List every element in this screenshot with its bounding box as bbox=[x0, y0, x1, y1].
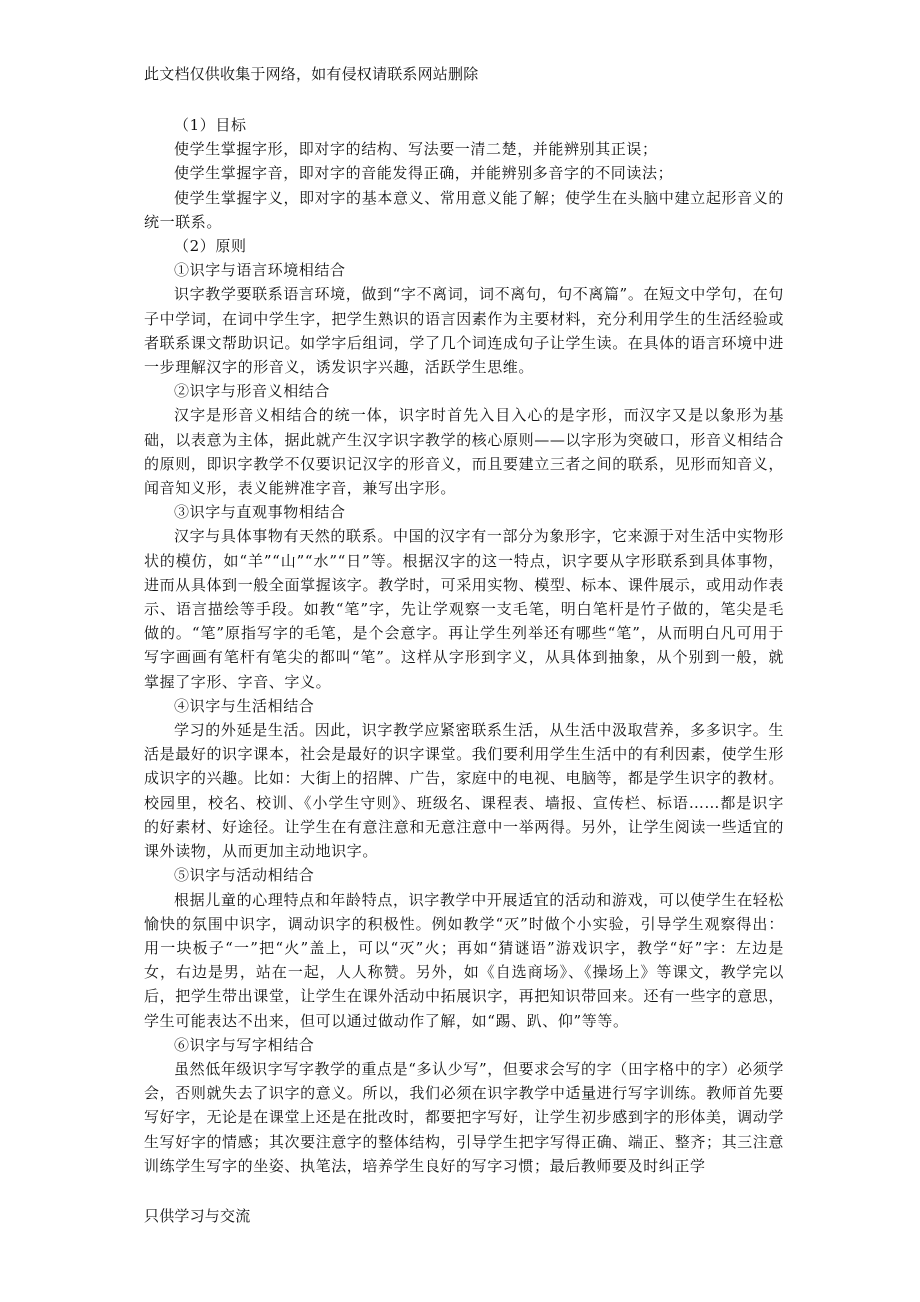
paragraph: 根据儿童的心理特点和年龄特点，识字教学中开展适宜的活动和游戏，可以使学生在轻松愉快的氛围中识字，调动识字的积极性。例如教学“灭”时做个小实验，引导学生观察得出：用一块板子“一”把“火”盖上，可以“灭”火；再如“猜谜语”游戏识字，教学“好”字：左边是女，右边是男，站在一起，人人称赞。另外，如《自选商场》、《操场上》等课文，教学完以后，把学生带出课堂，让学生在课外活动中拓展识字，再把知识带回来。还有一些字的意思，学生可能表达不出来，但可以通过做动作了解，如“踢、趴、仰”等等。 bbox=[144, 890, 784, 1030]
principle-heading: ②识字与形音义相结合 bbox=[174, 382, 331, 401]
paragraph: 汉字是形音义相结合的统一体，识字时首先入目入心的是字形，而汉字又是以象形为基础，以表意为主体，据此就产生汉字识字教学的核心原则——以字形为突破口，形音义相结合的原则，即识字教学不仅要识记汉字的形音义，而且要建立三者之间的联系，见形而知音义，闻音知义形，表义能辨准字音，兼写出字形。 bbox=[144, 406, 784, 498]
paragraph: 使学生掌握字义，即对字的基本意义、常用意义能了解；使学生在头脑中建立起形音义的统一联系。 bbox=[144, 188, 784, 231]
document-body bbox=[144, 113, 784, 1178]
principle-heading: ③识字与直观事物相结合 bbox=[174, 503, 346, 522]
page-footer-notice: 只供学习与交流 bbox=[144, 1207, 251, 1225]
principle-heading: ④识字与生活相结合 bbox=[174, 696, 315, 715]
principle-heading: ⑤识字与活动相结合 bbox=[174, 866, 315, 885]
paragraph: 识字教学要联系语言环境，做到“字不离词，词不离句，句不离篇”。在短文中学句，在句子中学词，在词中学生字，把学生熟识的语言因素作为主要材料，充分利用学生的生活经验或者联系课文帮助识记。如学字后组词，学了几个词连成句子让学生读。在具体的语言环境中进一步理解汉字的形音义，诱发识字兴趣，活跃学生思维。 bbox=[144, 285, 784, 377]
paragraph: 使学生掌握字音，即对字的音能发得正确，并能辨别多音字的不同读法； bbox=[174, 164, 674, 183]
paragraph: 汉字与具体事物有天然的联系。中国的汉字有一部分为象形字，它来源于对生活中实物形状的模仿，如“羊”“山”“水”“日”等。根据汉字的这一特点，识字要从字形联系到具体事物，进而从具体到一般全面掌握该字。教学时，可采用实物、模型、标本、课件展示，或用动作表示、语言描绘等手段。如教“笔”字，先让学观察一支毛笔，明白笔杆是竹子做的，笔尖是毛做的。“笔”原指写字的毛笔，是个会意字。再让学生列举还有哪些“笔”，从而明白凡可用于写字画画有笔杆有笔尖的都叫“笔”。这样从字形到字义，从具体到抽象，从个别到一般，就掌握了字形、字音、字义。 bbox=[144, 527, 784, 691]
principle-heading: ①识字与语言环境相结合 bbox=[174, 261, 346, 280]
principle-heading: ⑥识字与写字相结合 bbox=[174, 1035, 315, 1054]
subheading-goals: （1）目标 bbox=[174, 116, 247, 134]
paragraph: 使学生掌握字形，即对字的结构、写法要一清二楚，并能辨别其正误； bbox=[174, 140, 658, 159]
page-header-notice: 此文档仅供收集于网络，如有侵权请联系网站删除 bbox=[144, 65, 479, 83]
paragraph: 学习的外延是生活。因此，识字教学应紧密联系生活，从生活中汲取营养，多多识字。生活是最好的识字课本，社会是最好的识字课堂。我们要利用学生生活中的有利因素，使学生形成识字的兴趣。比如：大街上的招牌、广告，家庭中的电视、电脑等，都是学生识字的教材。校园里，校名、校训、《小学生守则》、班级名、课程表、墙报、宣传栏、标语……都是识字的好素材、好途径。让学生在有意注意和无意注意中一举两得。另外，让学生阅读一些适宜的课外读物，从而更加主动地识字。 bbox=[144, 721, 784, 861]
paragraph: 虽然低年级识字写字教学的重点是“多认少写”，但要求会写的字（田字格中的字）必须学会，否则就失去了识字的意义。所以，我们必须在识字教学中适量进行写字训练。教师首先要写好字，无论是在课堂上还是在批改时，都要把字写好，让学生初步感到字的形体美，调动学生写好字的情感；其次要注意字的整体结构，引导学生把字写得正确、端正、整齐；其三注意训练学生写字的坐姿、执笔法，培养学生良好的写字习惯；最后教师要及时纠正学 bbox=[144, 1059, 784, 1175]
subheading-principles: （2）原则 bbox=[174, 237, 247, 256]
